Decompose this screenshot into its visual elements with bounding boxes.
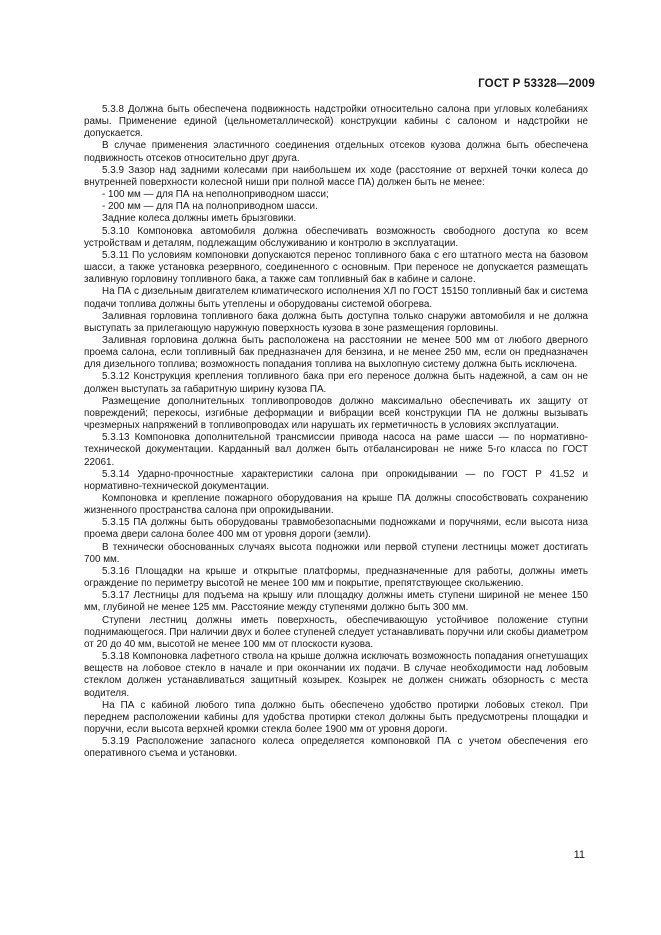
paragraph: 5.3.16 Площадки на крыше и открытые платформы, предназначенные для работы, должны иметь ограждение по периметру высотой не менее 100 мм и покрытие, препятствующее скольжению. [84,565,588,590]
list-item: - 100 мм — для ПА на неполноприводном шасси; [102,189,329,201]
body-text [84,104,588,760]
paragraph: Заливная горловина топливного бака должна быть доступна только снаружи автомобиля и не должна выступать за прилегающую наружную поверхность кузова в зоне размещения горловины. [84,310,588,334]
paragraph: 5.3.19 Расположение запасного колеса определяется компоновкой ПА с учетом обеспечения его оперативного съема и установки. [84,736,588,760]
paragraph: 5.3.14 Ударно-прочностные характеристики салона при опрокидывании — по ГОСТ Р 41.52 и нормативно-технической документации. [84,468,588,492]
document-code: ГОСТ Р 53328—2009 [478,78,595,90]
paragraph: Заливная горловина должна быть расположена на расстоянии не менее 500 мм от любого дверного проема салона, если топливный бак предназначен для бензина, и не менее 250 мм, если он предназначен для дизельного топлива; возможность попадания топлива на выхлопную систему должна быть исключена. [84,334,588,371]
paragraph: 5.3.10 Компоновка автомобиля должна обеспечивать возможность свободного доступа ко всем устройствам и деталям, подлежащим обслуживанию и контролю в эксплуатации. [84,225,588,249]
paragraph: 5.3.9 Зазор над задними колесами при наибольшем их ходе (расстояние от верхней точки колеса до внутренней поверхности колесной ниши при полной массе ПА) должен быть не менее: [84,164,588,188]
paragraph: 5.3.18 Компоновка лафетного ствола на крыше должна исключать возможность попадания огнетушащих веществ на лобовое стекло в начале и при окончании их подачи. В случае необходимости над лобовым стеклом должен устанавливаться защитный козырек. Козырек не должен снижать обзорность с места водителя. [84,651,588,699]
paragraph: 5.3.8 Должна быть обеспечена подвижность надстройки относительно салона при угловых колебаниях рамы. Применение единой (цельнометаллической) конструкции кабины с салоном и надстройки не допускается. [84,104,588,140]
paragraph: Компоновка и крепление пожарного оборудования на крыше ПА должны способствовать сохранению жизненного пространства салона при опрокидывании. [84,493,588,517]
paragraph: 5.3.11 По условиям компоновки допускаются перенос топливного бака с его штатного места на базовом шасси, а также установка резервного, соединенного с основным. При переносе не допускается размещать заливную горловину топливного бака, а также сам топливный бак в кабине и салоне. [84,249,588,286]
paragraph: На ПА с дизельным двигателем климатического исполнения ХЛ по ГОСТ 15150 топливный бак и система подачи топлива должны быть утеплены и оборудованы системой обогрева. [84,286,588,310]
paragraph: Задние колеса должны иметь брызговики. [102,213,297,225]
paragraph: 5.3.17 Лестницы для подъема на крышу или площадку должны иметь ступени шириной не менее 150 мм, глубиной не менее 125 мм. Расстояние между ступенями должно быть 300 мм. [84,590,588,614]
paragraph: Ступени лестниц должны иметь поверхность, обеспечивающую устойчивое положение ступни поднимающегося. При наличии двух и более ступеней следует устанавливать поручни или скобы диаметром от 20 до 40 мм, высотой не менее 100 мм от плоскости кузова. [84,614,588,650]
paragraph: 5.3.12 Конструкция крепления топливного бака при его переносе должна быть надежной, а сам он не должен выступать за габаритную ширину кузова ПА. [84,371,588,395]
list-item: - 200 мм — для ПА на полноприводном шасси. [102,201,318,213]
paragraph: 5.3.13 Компоновка дополнительной трансмиссии привода насоса на раме шасси — по нормативно-технической документации. Карданный вал должен быть отбалансирован не ниже 5-го класса по ГОСТ 22061. [84,432,588,468]
paragraph: В случае применения эластичного соединения отдельных отсеков кузова должна быть обеспечена подвижность отсеков относительно друг друга. [84,140,588,164]
paragraph: В технически обоснованных случаях высота подножки или первой ступени лестницы может достигать 700 мм. [84,541,588,565]
paragraph: 5.3.15 ПА должны быть оборудованы травмобезопасными подножками и поручнями, если высота низа проема двери салона более 400 мм от уровня дороги (земли). [84,517,588,541]
paragraph: Размещение дополнительных топливопроводов должно максимально обеспечивать их защиту от повреждений; перекосы, изгибные деформации и вибрации всей конструкции ПА не должны вызывать чрезмерных напряжений в топливопроводах или нарушать их герметичность в условиях эксплуатации. [84,395,588,432]
paragraph: На ПА с кабиной любого типа должно быть обеспечено удобство протирки лобовых стекол. При переднем расположении кабины для удобства протирки стекол должны быть предусмотрены площадки и поручни, если высота верхней кромки стекла более 1900 мм от уровня дороги. [84,699,588,735]
page-number: 11 [573,849,585,861]
